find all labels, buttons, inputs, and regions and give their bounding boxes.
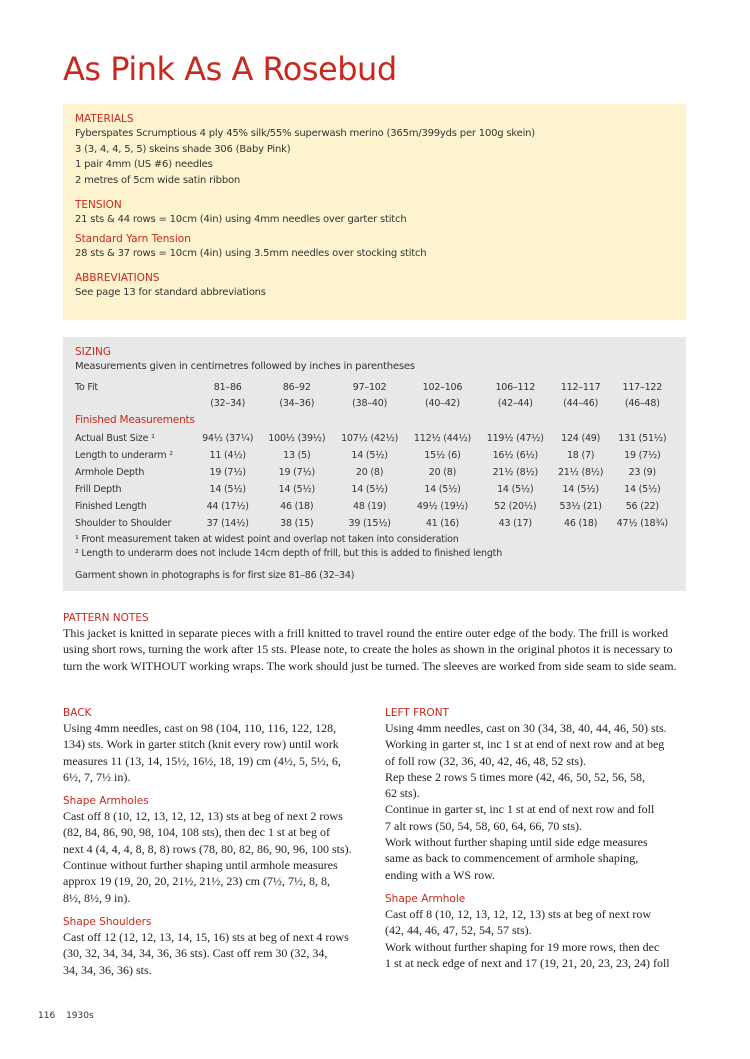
text-line: Cast off 8 (10, 12, 13, 12, 12, 13) sts at beg of next 2 rows: [63, 809, 343, 824]
table-cell: 39 (15½): [348, 518, 391, 529]
table-cell: 21½ (8½): [492, 467, 538, 478]
finished-measurements-row: [75, 410, 675, 430]
to-fit-row: [75, 379, 675, 396]
text-line: Cast off 8 (10, 12, 13, 12, 12, 13) sts at beg of next row: [385, 906, 652, 921]
table-cell: 38 (15): [280, 518, 314, 529]
left-column: [63, 706, 368, 987]
table-cell: (46–48): [624, 397, 660, 409]
table-cell: 14 (5½): [497, 484, 534, 495]
table-cell: (40–42): [424, 397, 460, 409]
table-cell: 94½ (37¼): [202, 433, 254, 444]
table-cell: 14 (5½): [351, 450, 388, 461]
to-fit-label: To Fit: [75, 382, 98, 393]
text-line: Working in garter st, inc 1 st at end of next row and at beg: [385, 737, 665, 752]
table-cell: 44 (17½): [206, 501, 249, 512]
section-name: 1930s: [66, 1011, 94, 1021]
table-cell: 119½ (47½): [486, 433, 544, 444]
text-line: Work without further shaping for 19 more rows, then dec: [385, 939, 660, 954]
shape-shoulders-heading: Shape Shoulders: [63, 915, 152, 928]
sizing-heading: SIZING: [75, 346, 112, 358]
text-line: same as back to commencement of armhole shaping,: [385, 851, 639, 866]
table-row: [75, 447, 675, 464]
text-line: Cast off 12 (12, 12, 13, 14, 15, 16) sts at beg of next 4 rows: [63, 929, 349, 944]
table-cell: 21½ (8½): [557, 467, 604, 478]
table-cell: 14 (5½): [562, 484, 599, 495]
page-title: As Pink As A Rosebud: [63, 50, 397, 88]
table-cell: 20 (8): [355, 467, 384, 478]
table-cell: 23 (9): [628, 467, 656, 478]
to-fit-inches-row: [75, 396, 675, 410]
table-cell: 107½ (42½): [341, 433, 399, 444]
materials-panel: [63, 104, 686, 320]
table-row: [75, 515, 675, 532]
table-cell: 16½ (6½): [492, 450, 538, 461]
table-cell: 43 (17): [498, 518, 532, 529]
materials-line: Fyberspates Scrumptious 4 ply 45% silk/55% superwash merino (365m/399yds per 100g skein): [75, 128, 536, 139]
table-cell: 14 (5½): [278, 484, 315, 495]
text-line: 7 alt rows (50, 54, 58, 60, 64, 66, 70 sts).: [385, 818, 582, 833]
row-label: Length to underarm ²: [75, 450, 173, 461]
materials-line: 2 metres of 5cm wide satin ribbon: [75, 174, 241, 186]
materials-line: 3 (3, 4, 4, 5, 5) skeins shade 306 (Baby Pink): [75, 143, 291, 155]
row-label: Shoulder to Shoulder: [75, 518, 172, 529]
text-line: measures 11 (13, 14, 15½, 16½, 18, 19) cm (4½, 5, 5½, 6,: [63, 753, 341, 768]
table-cell: 46 (18): [564, 518, 598, 529]
table-cell: 46 (18): [280, 501, 314, 512]
table-cell: 106–112: [495, 382, 536, 393]
table-row: [75, 481, 675, 498]
table-cell: 97–102: [352, 382, 387, 393]
page-number: 116: [38, 1011, 56, 1021]
row-label: Armhole Depth: [75, 467, 145, 478]
table-cell: 124 (49): [561, 433, 601, 444]
table-row: [75, 498, 675, 515]
table-cell: 37 (14½): [206, 518, 249, 529]
tension-heading: TENSION: [75, 199, 122, 211]
tension-line: 21 sts & 44 rows = 10cm (4in) using 4mm needles over garter stitch: [75, 214, 407, 225]
table-cell: 13 (5): [283, 450, 311, 461]
table-cell: 117–122: [622, 382, 663, 393]
sizing-intro: Measurements given in centimetres followed by inches in parentheses: [75, 361, 415, 372]
table-cell: 14 (5½): [624, 484, 661, 495]
table-cell: (34–36): [279, 397, 315, 409]
footnote: ¹ Front measurement taken at widest point and overlap not taken into consideration: [75, 534, 459, 545]
sizing-notes: [75, 533, 502, 583]
table-cell: 19 (7½): [209, 467, 246, 478]
sizing-table: [75, 379, 675, 532]
table-cell: 112½ (44½): [413, 433, 471, 444]
garment-note: Garment shown in photographs is for first size 81–86 (32–34): [75, 570, 355, 581]
table-cell: 14 (5½): [209, 484, 246, 495]
table-cell: 20 (8): [428, 467, 457, 478]
text-line: 6½, 7, 7½ in).: [63, 769, 131, 784]
text-line: Continue without further shaping until armhole measures: [63, 858, 338, 873]
text-line: of foll row (32, 36, 40, 42, 46, 48, 52 sts).: [385, 753, 586, 768]
text-line: next 4 (4, 4, 4, 8, 8, 8) rows (78, 80, 82, 86, 90, 96, 100 sts).: [63, 841, 352, 856]
text-line: 134) sts. Work in garter stitch (knit every row) until work: [63, 737, 339, 752]
table-cell: 49½ (19½): [416, 501, 469, 512]
text-line: Using 4mm needles, cast on 30 (34, 38, 40, 44, 46, 50) sts.: [385, 721, 667, 735]
table-cell: 14 (5½): [424, 484, 461, 495]
row-label: Frill Depth: [75, 484, 122, 495]
page-footer: [38, 1011, 102, 1021]
text-line: 8½, 8½, 9 in).: [63, 890, 131, 905]
standard-tension-heading: Standard Yarn Tension: [75, 232, 191, 245]
text-line: Using 4mm needles, cast on 98 (104, 110, 116, 122, 128,: [63, 721, 337, 735]
right-column: [385, 706, 690, 980]
table-cell: 18 (7): [566, 450, 595, 461]
text-line: (42, 44, 46, 47, 52, 54, 57 sts).: [385, 923, 532, 938]
text-line: Work without further shaping until side edge measures: [385, 835, 648, 850]
table-cell: 81–86: [213, 382, 242, 393]
table-cell: (32–34): [210, 397, 246, 409]
text-line: 34, 34, 36, 36) sts.: [63, 962, 152, 977]
table-cell: 19 (7½): [278, 467, 315, 478]
row-label: Actual Bust Size ¹: [75, 433, 155, 444]
table-cell: 53½ (21): [559, 501, 602, 512]
table-row: [75, 430, 675, 447]
text-line: 62 sts).: [385, 786, 420, 801]
pattern-notes-heading: PATTERN NOTES: [63, 612, 149, 624]
table-cell: 52 (20½): [494, 501, 537, 512]
standard-tension-line: 28 sts & 37 rows = 10cm (4in) using 3.5mm needles over stocking stitch: [75, 247, 427, 259]
text-line: Rep these 2 rows 5 times more (42, 46, 50, 52, 56, 58,: [385, 769, 645, 784]
shape-armholes-heading: Shape Armholes: [63, 795, 149, 808]
row-label: Finished Length: [75, 501, 147, 512]
text-line: (30, 32, 34, 34, 34, 36, 36 sts). Cast off rem 30 (32, 34,: [63, 946, 328, 961]
table-cell: 102–106: [422, 382, 463, 393]
table-cell: 100½ (39½): [268, 433, 326, 444]
table-cell: 15½ (6): [424, 450, 461, 461]
table-row: [75, 464, 675, 481]
pattern-notes-text: This jacket is knitted in separate pieces with a frill knitted to travel round the entire outer edge of the body. The frill is worked using short rows, turning the work after 15 sts. Please note, to create the holes as shown in the original photos it is necessary to turn the work WITHOUT working wraps. The work should just be turned. The sleeves are worked from side seam to side seam.: [63, 626, 677, 673]
abbreviations-line: See page 13 for standard abbreviations: [75, 287, 266, 298]
table-cell: 11 (4½): [209, 450, 246, 461]
materials-heading: MATERIALS: [75, 113, 134, 125]
table-cell: 41 (16): [425, 518, 460, 529]
text-line: Continue in garter st, inc 1 st at end of next row and foll: [385, 802, 655, 817]
text-line: ending with a WS row.: [385, 867, 495, 882]
left-front-heading: LEFT FRONT: [385, 707, 449, 719]
table-cell: 131 (51½): [618, 433, 667, 444]
table-cell: 47½ (18¾): [616, 518, 668, 529]
text-line: approx 19 (19, 20, 20, 21½, 21½, 23) cm (7½, 7½, 8, 8,: [63, 874, 330, 889]
shape-armhole-heading: Shape Armhole: [385, 892, 466, 905]
table-cell: (44–46): [563, 397, 599, 409]
table-cell: 19 (7½): [624, 450, 661, 461]
table-cell: 86–92: [282, 382, 311, 393]
table-cell: 56 (22): [625, 501, 659, 512]
table-cell: 48 (19): [353, 501, 387, 512]
footnote: ² Length to underarm does not include 14cm depth of frill, but this is added to finished length: [75, 548, 503, 559]
table-cell: 112–117: [560, 382, 601, 393]
table-cell: (38–40): [352, 397, 388, 409]
table-cell: 14 (5½): [351, 484, 388, 495]
text-line: (82, 84, 86, 90, 98, 104, 108 sts), then dec 1 st at beg of: [63, 825, 330, 840]
abbreviations-heading: ABBREVIATIONS: [75, 272, 160, 284]
text-line: 1 st at neck edge of next and 17 (19, 21, 20, 23, 23, 24) foll: [385, 955, 670, 970]
sizing-panel: [63, 337, 686, 591]
materials-line: 1 pair 4mm (US #6) needles: [75, 159, 213, 170]
pattern-notes-section: [63, 611, 687, 674]
table-cell: (42–44): [497, 397, 533, 409]
back-heading: BACK: [63, 707, 92, 719]
finished-measurements-heading: Finished Measurements: [75, 414, 195, 426]
